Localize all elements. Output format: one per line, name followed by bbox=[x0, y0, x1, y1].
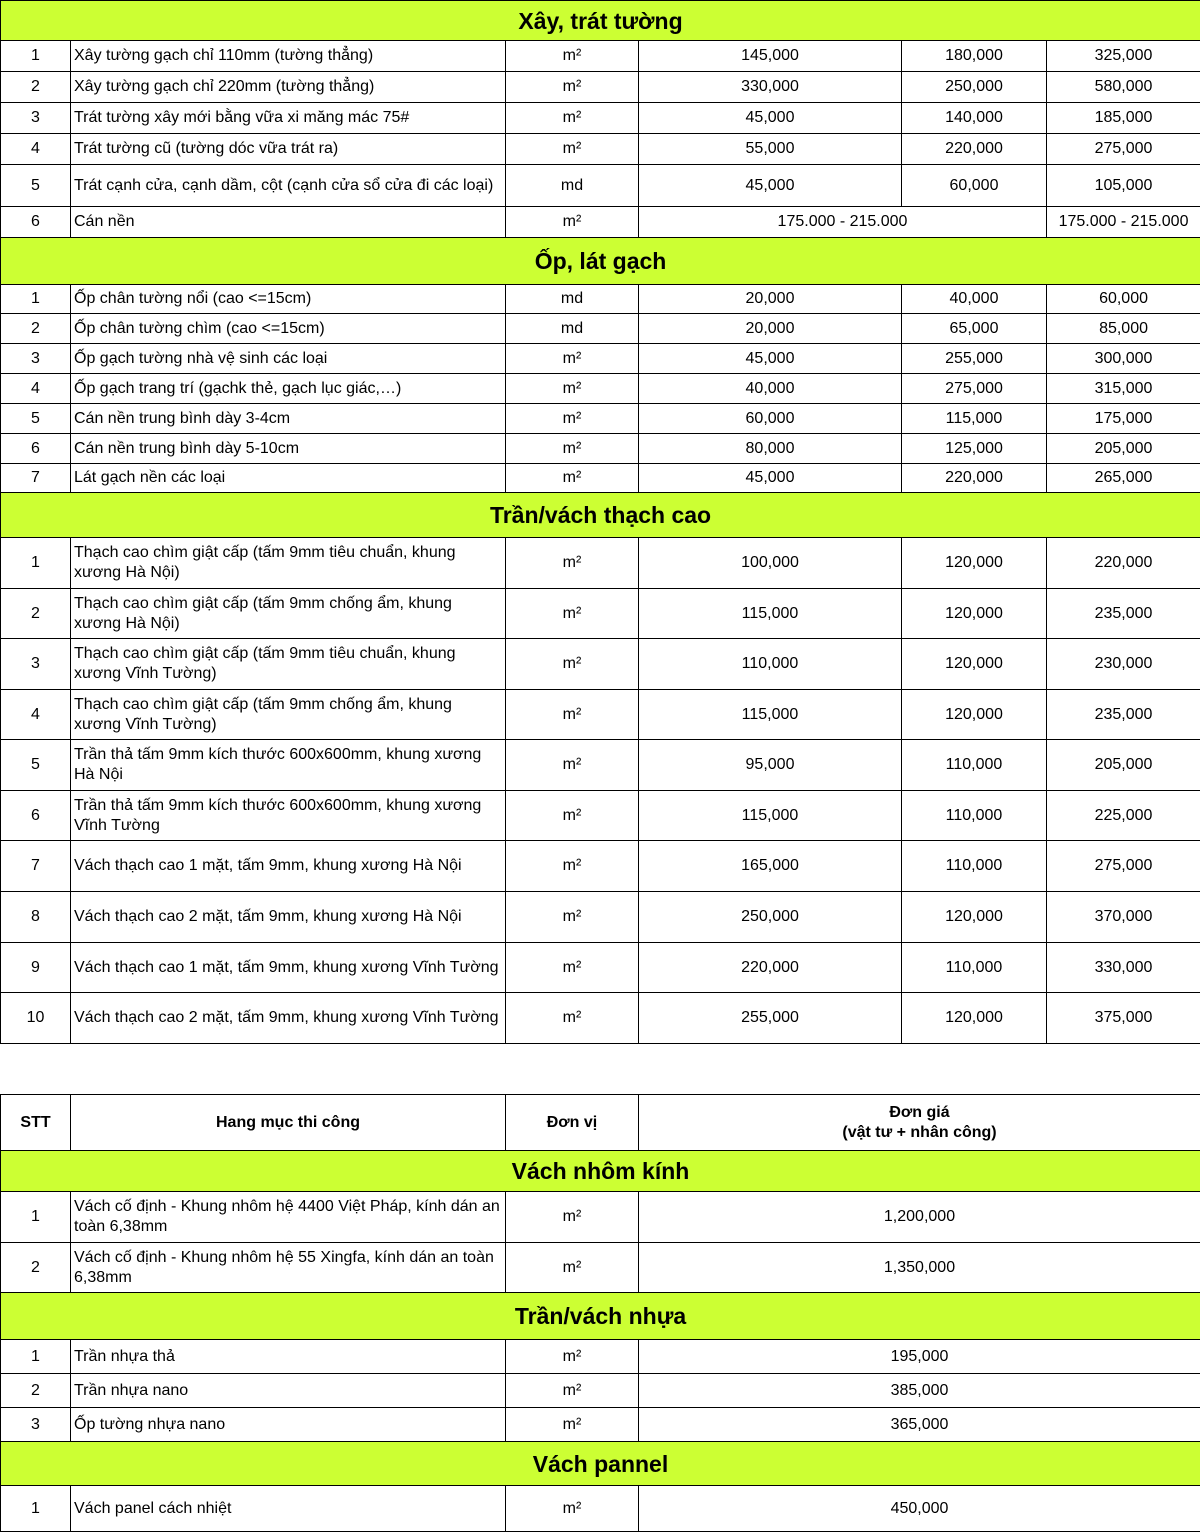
section-header bbox=[1, 1293, 1200, 1340]
row-material-price: 40,000 bbox=[639, 374, 902, 404]
row-unit: m² bbox=[506, 690, 639, 740]
row-stt: 7 bbox=[1, 841, 71, 892]
row-labor-price: 275,000 bbox=[902, 374, 1047, 404]
row-name: Vách thạch cao 1 mặt, tấm 9mm, khung xương Vĩnh Tường bbox=[71, 943, 506, 993]
row-total-price: 220,000 bbox=[1047, 538, 1200, 589]
row-name: Ốp chân tường nổi (cao <=15cm) bbox=[71, 285, 506, 314]
table-row bbox=[1, 1192, 1200, 1243]
row-material-price: 80,000 bbox=[639, 434, 902, 464]
row-stt: 2 bbox=[1, 72, 71, 103]
row-material-price: 145,000 bbox=[639, 41, 902, 72]
row-labor-price: 250,000 bbox=[902, 72, 1047, 103]
table-row bbox=[1, 538, 1200, 589]
row-material-price: 330,000 bbox=[639, 72, 902, 103]
row-material-price: 220,000 bbox=[639, 943, 902, 993]
header-price bbox=[639, 1095, 1200, 1151]
row-name: Trát tường xây mới bằng vữa xi măng mác 75# bbox=[71, 103, 506, 134]
row-material-price: 115,000 bbox=[639, 791, 902, 841]
row-unit: m² bbox=[506, 41, 639, 72]
row-unit: m² bbox=[506, 791, 639, 841]
table-row bbox=[1, 740, 1200, 791]
row-labor-price: 120,000 bbox=[902, 538, 1047, 589]
row-total-price: 85,000 bbox=[1047, 314, 1200, 344]
row-material-price: 110,000 bbox=[639, 639, 902, 690]
row-name: Ốp tường nhựa nano bbox=[71, 1408, 506, 1442]
row-unit: m² bbox=[506, 1192, 639, 1243]
table-row bbox=[1, 892, 1200, 943]
row-stt: 4 bbox=[1, 134, 71, 165]
section-title: Vách pannel bbox=[1, 1442, 1200, 1486]
row-stt: 5 bbox=[1, 404, 71, 434]
row-material-price: 60,000 bbox=[639, 404, 902, 434]
header-stt: STT bbox=[1, 1095, 71, 1151]
row-unit: m² bbox=[506, 841, 639, 892]
row-name: Ốp chân tường chìm (cao <=15cm) bbox=[71, 314, 506, 344]
table-row bbox=[1, 464, 1200, 493]
section-header bbox=[1, 1, 1200, 41]
row-name: Lát gạch nền các loại bbox=[71, 464, 506, 493]
row-total-price: 375,000 bbox=[1047, 993, 1200, 1044]
table-row bbox=[1, 943, 1200, 993]
section-header bbox=[1, 493, 1200, 538]
row-stt: 1 bbox=[1, 1486, 71, 1532]
row-material-price: 55,000 bbox=[639, 134, 902, 165]
row-stt: 9 bbox=[1, 943, 71, 993]
table-row bbox=[1, 993, 1200, 1044]
row-labor-price: 65,000 bbox=[902, 314, 1047, 344]
header-price-line1: Đơn giá bbox=[889, 1103, 950, 1121]
row-total-price: 225,000 bbox=[1047, 791, 1200, 841]
row-name: Thạch cao chìm giật cấp (tấm 9mm tiêu chuẩn, khung xương Vĩnh Tường) bbox=[71, 639, 506, 690]
row-material-price: 115,000 bbox=[639, 589, 902, 639]
table-row bbox=[1, 404, 1200, 434]
row-total-price: 580,000 bbox=[1047, 72, 1200, 103]
row-stt: 6 bbox=[1, 207, 71, 238]
row-stt: 6 bbox=[1, 791, 71, 841]
row-unit: m² bbox=[506, 1374, 639, 1408]
row-stt: 1 bbox=[1, 1340, 71, 1374]
row-labor-price: 120,000 bbox=[902, 690, 1047, 740]
row-unit: m² bbox=[506, 639, 639, 690]
row-stt: 2 bbox=[1, 1374, 71, 1408]
row-stt: 6 bbox=[1, 434, 71, 464]
row-unit: md bbox=[506, 285, 639, 314]
table-row bbox=[1, 285, 1200, 314]
row-stt: 5 bbox=[1, 740, 71, 791]
row-price: 450,000 bbox=[639, 1486, 1200, 1532]
price-table-2 bbox=[0, 1094, 1200, 1532]
row-stt: 8 bbox=[1, 892, 71, 943]
section-header bbox=[1, 1151, 1200, 1192]
section-title: Trần/vách nhựa bbox=[1, 1293, 1200, 1340]
row-labor-price: 40,000 bbox=[902, 285, 1047, 314]
row-name: Cán nền bbox=[71, 207, 506, 238]
table-row bbox=[1, 134, 1200, 165]
row-material-price: 45,000 bbox=[639, 344, 902, 374]
row-price: 365,000 bbox=[639, 1408, 1200, 1442]
row-unit: m² bbox=[506, 892, 639, 943]
row-labor-price: 220,000 bbox=[902, 464, 1047, 493]
row-name: Ốp gạch trang trí (gạchk thẻ, gạch lục giác,…) bbox=[71, 374, 506, 404]
table-row bbox=[1, 314, 1200, 344]
row-material-price: 255,000 bbox=[639, 993, 902, 1044]
table-row bbox=[1, 1340, 1200, 1374]
row-unit: m² bbox=[506, 207, 639, 238]
table-row bbox=[1, 690, 1200, 740]
row-total-price: 60,000 bbox=[1047, 285, 1200, 314]
row-stt: 1 bbox=[1, 1192, 71, 1243]
row-stt: 2 bbox=[1, 589, 71, 639]
row-total-price: 315,000 bbox=[1047, 374, 1200, 404]
table-row bbox=[1, 1486, 1200, 1532]
row-stt: 2 bbox=[1, 314, 71, 344]
row-stt: 3 bbox=[1, 103, 71, 134]
row-total-price: 205,000 bbox=[1047, 740, 1200, 791]
row-name: Vách thạch cao 1 mặt, tấm 9mm, khung xương Hà Nội bbox=[71, 841, 506, 892]
section-title: Trần/vách thạch cao bbox=[1, 493, 1200, 538]
row-unit: m² bbox=[506, 72, 639, 103]
row-total-price: 265,000 bbox=[1047, 464, 1200, 493]
table-row bbox=[1, 589, 1200, 639]
header-price-line2: (vật tư + nhân công) bbox=[842, 1123, 997, 1141]
table-row bbox=[1, 434, 1200, 464]
row-stt: 1 bbox=[1, 285, 71, 314]
row-unit: m² bbox=[506, 1486, 639, 1532]
row-name: Trát cạnh cửa, cạnh dầm, cột (cạnh cửa sổ cửa đi các loại) bbox=[71, 165, 506, 207]
row-stt: 1 bbox=[1, 538, 71, 589]
row-material-price: 20,000 bbox=[639, 314, 902, 344]
table-row bbox=[1, 41, 1200, 72]
row-labor-price: 180,000 bbox=[902, 41, 1047, 72]
row-name: Vách thạch cao 2 mặt, tấm 9mm, khung xương Vĩnh Tường bbox=[71, 993, 506, 1044]
row-name: Ốp gạch tường nhà vệ sinh các loại bbox=[71, 344, 506, 374]
row-material-price: 115,000 bbox=[639, 690, 902, 740]
row-unit: m² bbox=[506, 374, 639, 404]
row-labor-price: 120,000 bbox=[902, 993, 1047, 1044]
row-name: Vách panel cách nhiệt bbox=[71, 1486, 506, 1532]
table-row bbox=[1, 791, 1200, 841]
row-unit: m² bbox=[506, 943, 639, 993]
row-stt: 3 bbox=[1, 344, 71, 374]
row-labor-price: 120,000 bbox=[902, 892, 1047, 943]
row-stt: 4 bbox=[1, 690, 71, 740]
row-name: Thạch cao chìm giật cấp (tấm 9mm chống ẩm, khung xương Vĩnh Tường) bbox=[71, 690, 506, 740]
row-unit: m² bbox=[506, 589, 639, 639]
row-name: Vách cố định - Khung nhôm hệ 55 Xingfa, kính dán an toàn 6,38mm bbox=[71, 1243, 506, 1293]
table-row bbox=[1, 165, 1200, 207]
table-row bbox=[1, 72, 1200, 103]
row-unit: m² bbox=[506, 1340, 639, 1374]
row-stt: 3 bbox=[1, 1408, 71, 1442]
section-header bbox=[1, 238, 1200, 285]
row-name: Trần nhựa thả bbox=[71, 1340, 506, 1374]
row-material-price: 165,000 bbox=[639, 841, 902, 892]
row-total-price: 370,000 bbox=[1047, 892, 1200, 943]
row-labor-price: 110,000 bbox=[902, 740, 1047, 791]
row-total-price: 275,000 bbox=[1047, 134, 1200, 165]
row-material-price: 45,000 bbox=[639, 103, 902, 134]
row-name: Xây tường gạch chỉ 220mm (tường thẳng) bbox=[71, 72, 506, 103]
row-price: 1,350,000 bbox=[639, 1243, 1200, 1293]
row-material-price: 250,000 bbox=[639, 892, 902, 943]
row-total-price: 300,000 bbox=[1047, 344, 1200, 374]
row-price: 195,000 bbox=[639, 1340, 1200, 1374]
row-labor-price: 110,000 bbox=[902, 943, 1047, 993]
row-labor-price: 140,000 bbox=[902, 103, 1047, 134]
row-labor-price: 220,000 bbox=[902, 134, 1047, 165]
row-labor-price: 120,000 bbox=[902, 639, 1047, 690]
row-name: Xây tường gạch chỉ 110mm (tường thẳng) bbox=[71, 41, 506, 72]
row-name: Vách cố định - Khung nhôm hệ 4400 Việt Pháp, kính dán an toàn 6,38mm bbox=[71, 1192, 506, 1243]
section-title: Xây, trát tường bbox=[1, 1, 1200, 41]
section-title: Ốp, lát gạch bbox=[1, 238, 1200, 285]
row-labor-price: 110,000 bbox=[902, 841, 1047, 892]
header-name: Hang mục thi công bbox=[71, 1095, 506, 1151]
row-unit: m² bbox=[506, 103, 639, 134]
table-row bbox=[1, 1374, 1200, 1408]
row-total-price: 205,000 bbox=[1047, 434, 1200, 464]
row-unit: m² bbox=[506, 993, 639, 1044]
row-unit: m² bbox=[506, 344, 639, 374]
row-total-price: 105,000 bbox=[1047, 165, 1200, 207]
header-unit: Đơn vị bbox=[506, 1095, 639, 1151]
row-price-range: 175.000 - 215.000 bbox=[639, 207, 1047, 238]
row-total-price: 275,000 bbox=[1047, 841, 1200, 892]
table-row bbox=[1, 1408, 1200, 1442]
row-name: Vách thạch cao 2 mặt, tấm 9mm, khung xương Hà Nội bbox=[71, 892, 506, 943]
table-row bbox=[1, 344, 1200, 374]
row-stt: 3 bbox=[1, 639, 71, 690]
row-total-price: 235,000 bbox=[1047, 589, 1200, 639]
row-stt: 5 bbox=[1, 165, 71, 207]
table-row bbox=[1, 639, 1200, 690]
row-unit: m² bbox=[506, 404, 639, 434]
row-total-price: 235,000 bbox=[1047, 690, 1200, 740]
row-price: 1,200,000 bbox=[639, 1192, 1200, 1243]
row-unit: m² bbox=[506, 464, 639, 493]
row-name: Trần thả tấm 9mm kích thước 600x600mm, khung xương Vĩnh Tường bbox=[71, 791, 506, 841]
row-stt: 7 bbox=[1, 464, 71, 493]
row-unit: m² bbox=[506, 134, 639, 165]
row-labor-price: 60,000 bbox=[902, 165, 1047, 207]
row-name: Trát tường cũ (tường dóc vữa trát ra) bbox=[71, 134, 506, 165]
table-row bbox=[1, 207, 1200, 238]
section-title: Vách nhôm kính bbox=[1, 1151, 1200, 1192]
row-material-price: 20,000 bbox=[639, 285, 902, 314]
row-unit: m² bbox=[506, 1243, 639, 1293]
row-stt: 1 bbox=[1, 41, 71, 72]
row-total-price: 185,000 bbox=[1047, 103, 1200, 134]
row-stt: 2 bbox=[1, 1243, 71, 1293]
row-total-price: 230,000 bbox=[1047, 639, 1200, 690]
table-row bbox=[1, 103, 1200, 134]
row-material-price: 100,000 bbox=[639, 538, 902, 589]
row-material-price: 95,000 bbox=[639, 740, 902, 791]
table-row bbox=[1, 841, 1200, 892]
row-unit: m² bbox=[506, 740, 639, 791]
row-material-price: 45,000 bbox=[639, 165, 902, 207]
row-stt: 4 bbox=[1, 374, 71, 404]
row-unit: m² bbox=[506, 538, 639, 589]
row-name: Cán nền trung bình dày 3-4cm bbox=[71, 404, 506, 434]
row-total-price: 175.000 - 215.000 bbox=[1047, 207, 1200, 238]
table-header-row bbox=[1, 1095, 1200, 1151]
row-unit: m² bbox=[506, 1408, 639, 1442]
row-price: 385,000 bbox=[639, 1374, 1200, 1408]
row-total-price: 175,000 bbox=[1047, 404, 1200, 434]
row-material-price: 45,000 bbox=[639, 464, 902, 493]
row-name: Trần nhựa nano bbox=[71, 1374, 506, 1408]
row-name: Thạch cao chìm giật cấp (tấm 9mm tiêu chuẩn, khung xương Hà Nội) bbox=[71, 538, 506, 589]
row-labor-price: 120,000 bbox=[902, 589, 1047, 639]
row-labor-price: 110,000 bbox=[902, 791, 1047, 841]
row-total-price: 330,000 bbox=[1047, 943, 1200, 993]
row-stt: 10 bbox=[1, 993, 71, 1044]
row-name: Thạch cao chìm giật cấp (tấm 9mm chống ẩm, khung xương Hà Nội) bbox=[71, 589, 506, 639]
row-unit: md bbox=[506, 314, 639, 344]
table-spacer bbox=[0, 1044, 1200, 1094]
row-name: Trần thả tấm 9mm kích thước 600x600mm, khung xương Hà Nội bbox=[71, 740, 506, 791]
row-unit: md bbox=[506, 165, 639, 207]
table-row bbox=[1, 1243, 1200, 1293]
table-row bbox=[1, 374, 1200, 404]
row-name: Cán nền trung bình dày 5-10cm bbox=[71, 434, 506, 464]
section-header bbox=[1, 1442, 1200, 1486]
row-total-price: 325,000 bbox=[1047, 41, 1200, 72]
row-labor-price: 125,000 bbox=[902, 434, 1047, 464]
row-labor-price: 115,000 bbox=[902, 404, 1047, 434]
row-unit: m² bbox=[506, 434, 639, 464]
row-labor-price: 255,000 bbox=[902, 344, 1047, 374]
